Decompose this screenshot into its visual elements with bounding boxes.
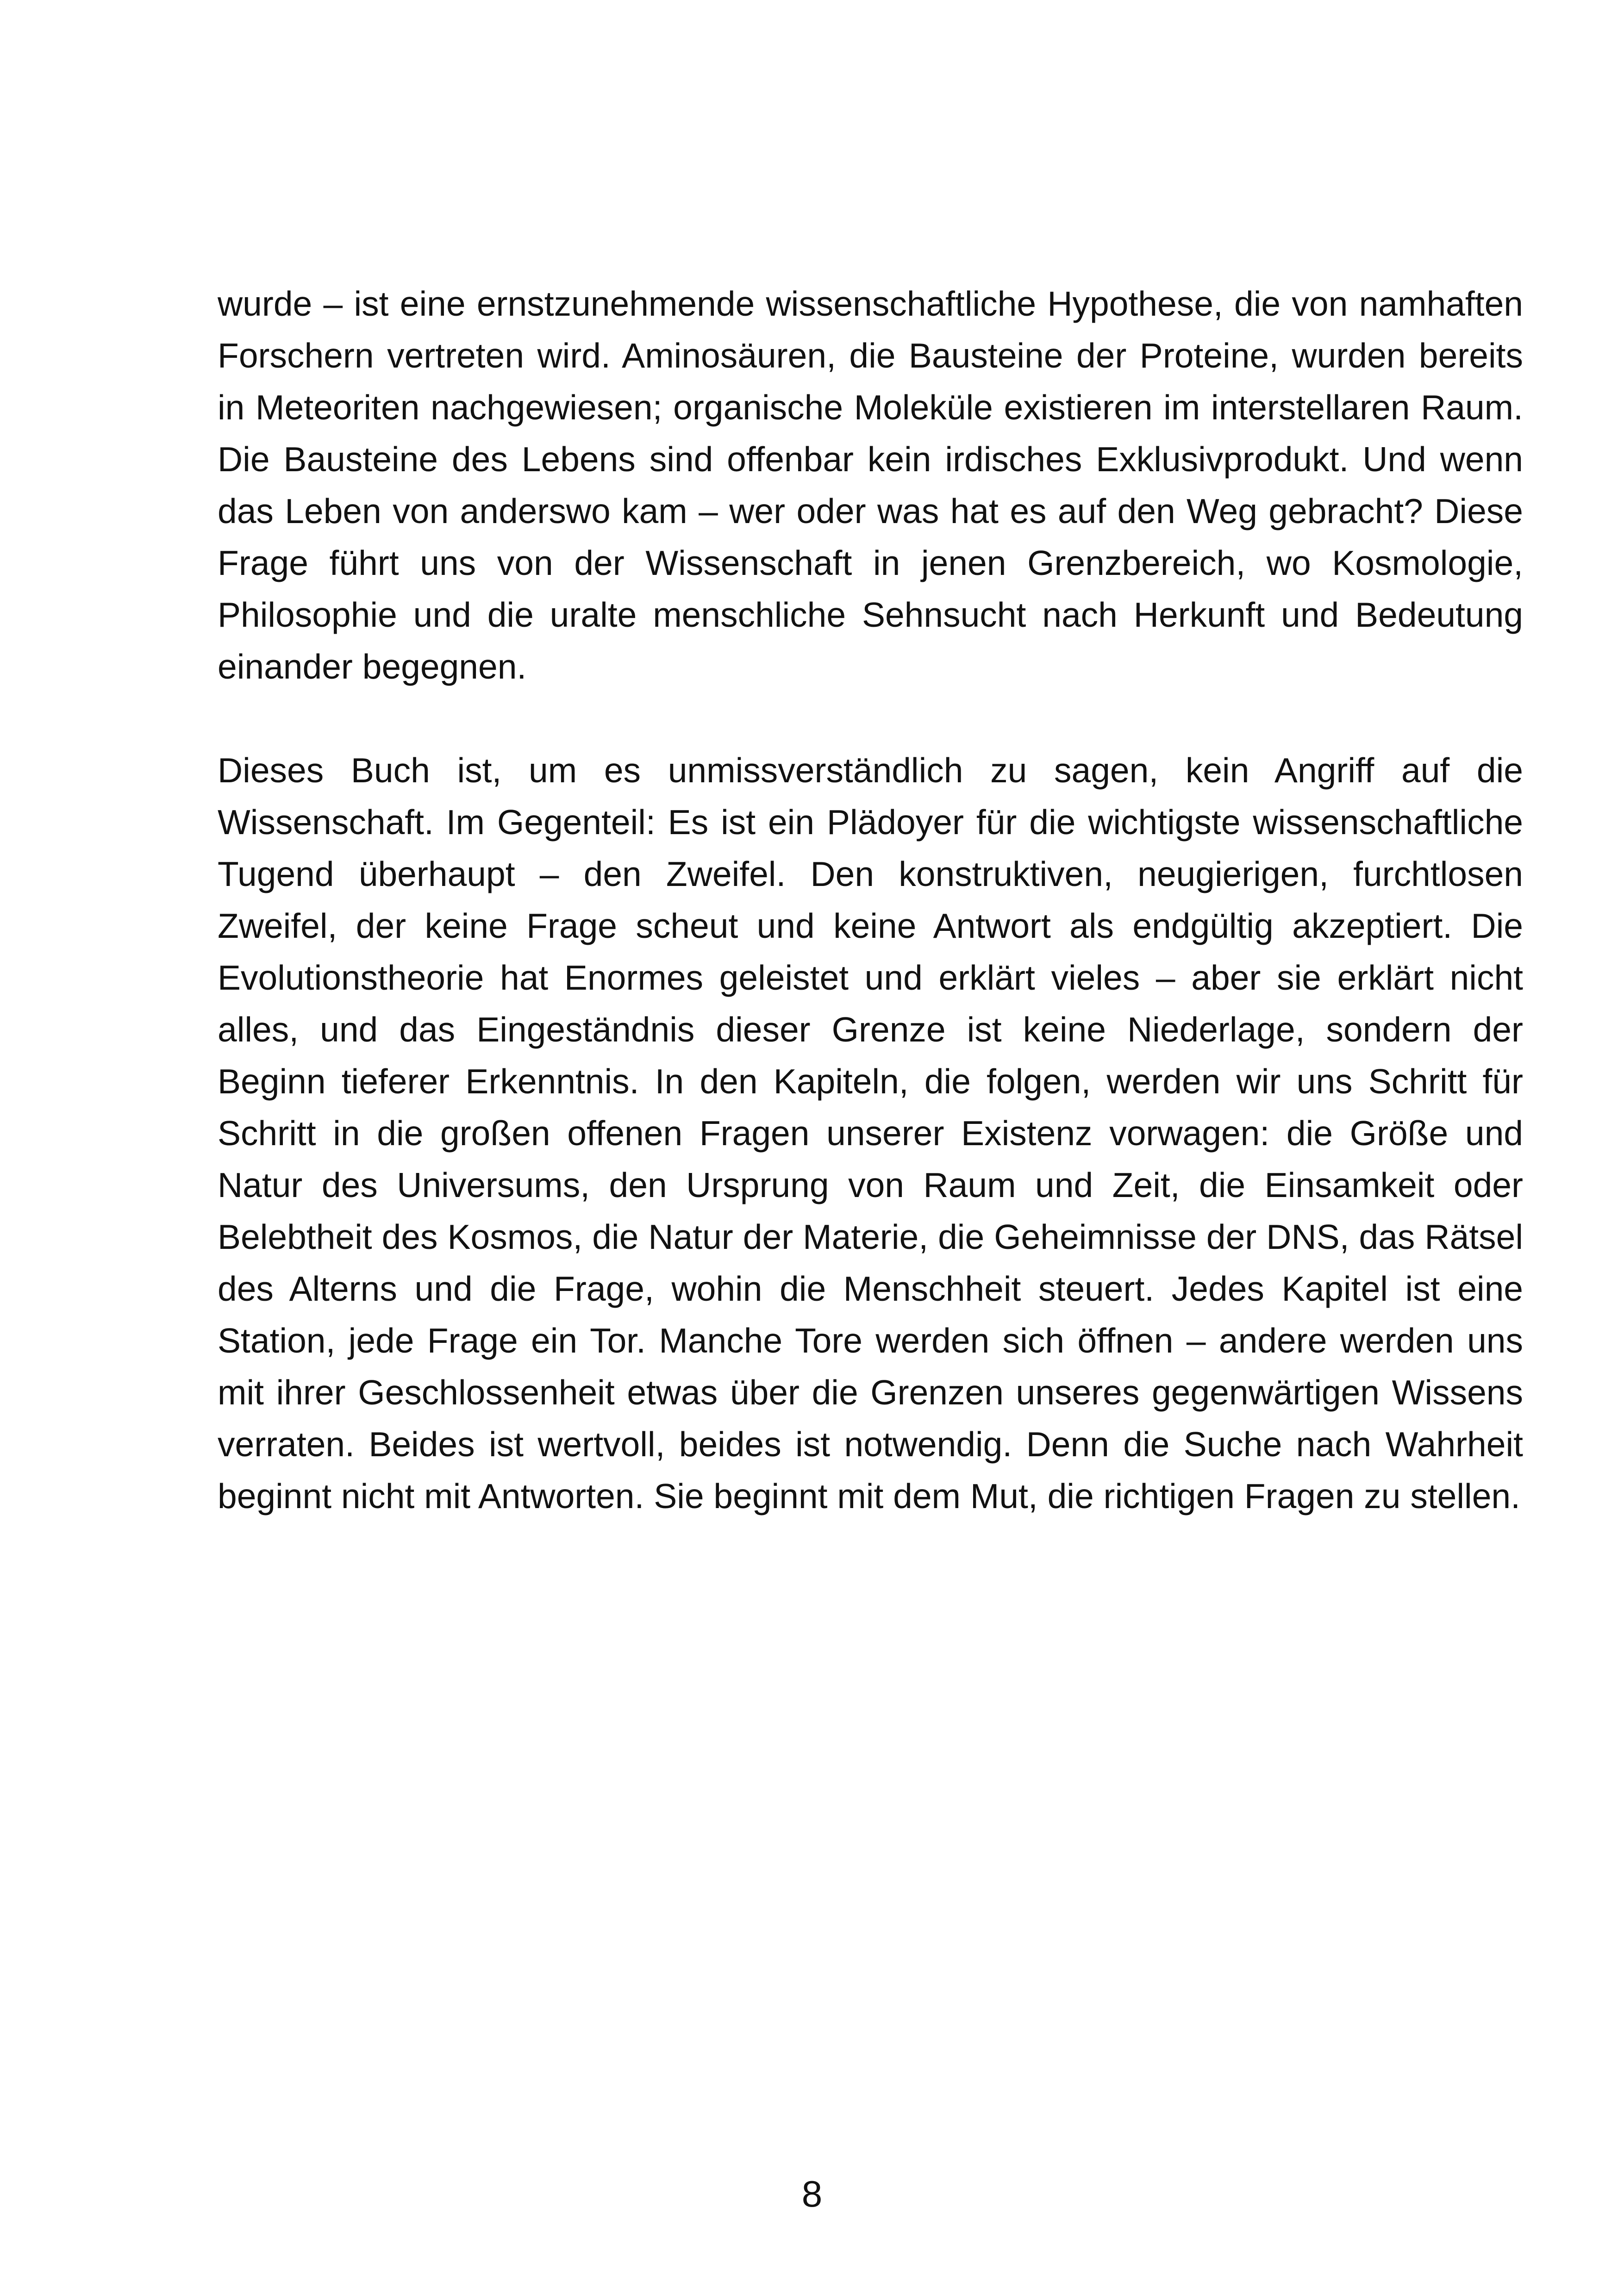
body-text xyxy=(218,278,1523,1522)
page-number: 8 xyxy=(801,2173,823,2214)
paragraph-1: wurde – ist eine ernstzunehmende wissenschaftliche Hypothese, die von namhaften Forschern vertreten wird. Aminosäuren, die Bausteine der Proteine, wurden bereits in Meteoriten nachgewiesen; organische Moleküle existieren im interstellaren Raum. Die Bausteine des Lebens sind offenbar kein irdisches Exklusivprodukt. Und wenn das Leben von anderswo kam – wer oder was hat es auf den Weg gebracht? Diese Frage führt uns von der Wissenschaft in jenen Grenzbereich, wo Kosmologie, Philosophie und die uralte menschliche Sehnsucht nach Herkunft und Bedeutung einander begegnen. xyxy=(218,284,1523,686)
paragraph-2: Dieses Buch ist, um es unmissverständlich zu sagen, kein Angriff auf die Wissenschaft. Im Gegenteil: Es ist ein Plädoyer für die wichtigste wissenschaftliche Tugend überhaupt – den Zweifel. Den konstruktiven, neugierigen, furchtlosen Zweifel, der keine Frage scheut und keine Antwort als endgültig akzeptiert. Die Evolutionstheorie hat Enormes geleistet und erklärt vieles – aber sie erklärt nicht alles, und das Eingeständnis dieser Grenze ist keine Niederlage, sondern der Beginn tieferer Erkenntnis. In den Kapiteln, die folgen, werden wir uns Schritt für Schritt in die großen offenen Fragen unserer Existenz vorwagen: die Größe und Natur des Universums, den Ursprung von Raum und Zeit, die Einsamkeit oder Belebtheit des Kosmos, die Natur der Materie, die Geheimnisse der DNS, das Rätsel des Alterns und die Frage, wohin die Menschheit steuert. Jedes Kapitel ist eine Station, jede Frage ein Tor. Manche Tore werden sich öffnen – andere werden uns mit ihrer Geschlossenheit etwas über die Grenzen unseres gegenwärtigen Wissens verraten. Beides ist wertvoll, beides ist notwendig. Denn die Suche nach Wahrheit beginnt nicht mit Antworten. Sie beginnt mit dem Mut, die richtigen Fragen zu stellen. xyxy=(218,751,1523,1515)
